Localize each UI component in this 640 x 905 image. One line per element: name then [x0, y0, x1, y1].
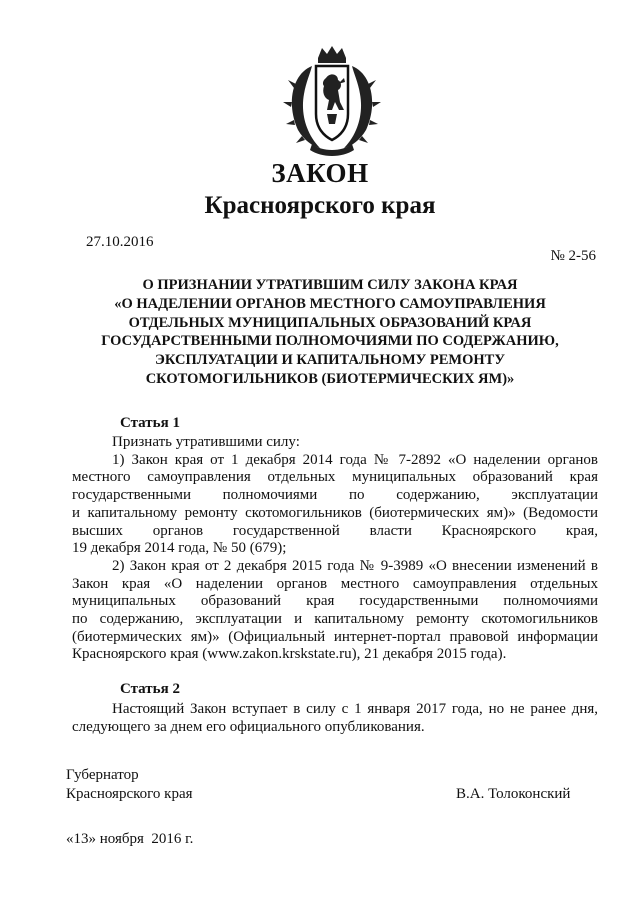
item-2-line: Закон края «О наделении органов местного самоуправления отдельных	[72, 575, 598, 592]
item-2-line: 2) Закон края от 2 декабря 2015 года № 9-3989 «О внесении изменений в	[112, 557, 598, 574]
item-1-line: местного самоуправления отдельных муниципальных образований края	[72, 469, 598, 486]
article-2-body	[72, 701, 598, 736]
signatory-position-line: Губернатор	[66, 767, 139, 783]
signatory-name: В.А. Толоконский	[456, 786, 571, 802]
article-1-body	[72, 434, 598, 664]
item-2-line: муниципальных образований края государственными полномочиями	[72, 593, 598, 610]
article-2-title: Статья 2	[120, 681, 180, 697]
heading-line: О ПРИЗНАНИИ УТРАТИВШИМ СИЛУ ЗАКОНА КРАЯ	[142, 277, 518, 293]
item-2-line: Красноярского края (www.zakon.krskstate.ru), 21 декабря 2015 года).	[72, 646, 507, 663]
item-1-line: 1) Закон края от 1 декабря 2014 года № 7-2892 «О наделении органов	[112, 451, 598, 468]
heading-line: «О НАДЕЛЕНИИ ОРГАНОВ МЕСТНОГО САМОУПРАВЛЕНИЯ	[114, 295, 546, 312]
article-2-line: Настоящий Закон вступает в силу с 1 января 2017 года, но не ранее дня,	[112, 701, 598, 717]
article-1-intro: Признать утратившими силу:	[112, 434, 300, 450]
heading-line: СКОТОМОГИЛЬНИКОВ (БИОТЕРМИЧЕСКИХ ЯМ)»	[145, 370, 515, 387]
article-1-title: Статья 1	[120, 415, 180, 431]
signatory-position-line: Красноярского края	[66, 786, 193, 802]
heading-line: ОТДЕЛЬНЫХ МУНИЦИПАЛЬНЫХ ОБРАЗОВАНИЙ КРАЯ	[128, 314, 532, 331]
coat-of-arms-icon	[282, 44, 382, 158]
item-1-line: и капитальному ремонту скотомогильников (биотермических ям)» (Ведомости	[72, 504, 598, 521]
document-title: ЗАКОН	[271, 158, 369, 188]
item-1-line: государственными полномочиями по содержанию, эксплуатации	[72, 487, 598, 504]
item-2-line: (биотермических ям)» (Официальный интернет-портал правовой информации	[72, 628, 598, 645]
signed-date: «13» ноября 2016 г.	[66, 831, 194, 847]
law-date: 27.10.2016	[86, 234, 154, 250]
item-2-line: по содержанию, эксплуатации и капитальному ремонту скотомогильников	[72, 611, 598, 628]
document-subtitle: Красноярского края	[204, 192, 436, 219]
article-2-line: следующего за днем его официального опубликования.	[72, 718, 425, 735]
signatory-position	[66, 766, 193, 804]
item-1-line: 19 декабря 2014 года, № 50 (679);	[72, 540, 287, 557]
heading-line: ЭКСПЛУАТАЦИИ И КАПИТАЛЬНОМУ РЕМОНТУ	[155, 352, 505, 369]
law-number: № 2-56	[550, 248, 596, 264]
item-1-line: высших органов государственной власти Красноярского края,	[72, 522, 598, 539]
heading-line: ГОСУДАРСТВЕННЫМИ ПОЛНОМОЧИЯМИ ПО СОДЕРЖАНИЮ,	[101, 333, 559, 350]
law-heading	[60, 276, 600, 389]
